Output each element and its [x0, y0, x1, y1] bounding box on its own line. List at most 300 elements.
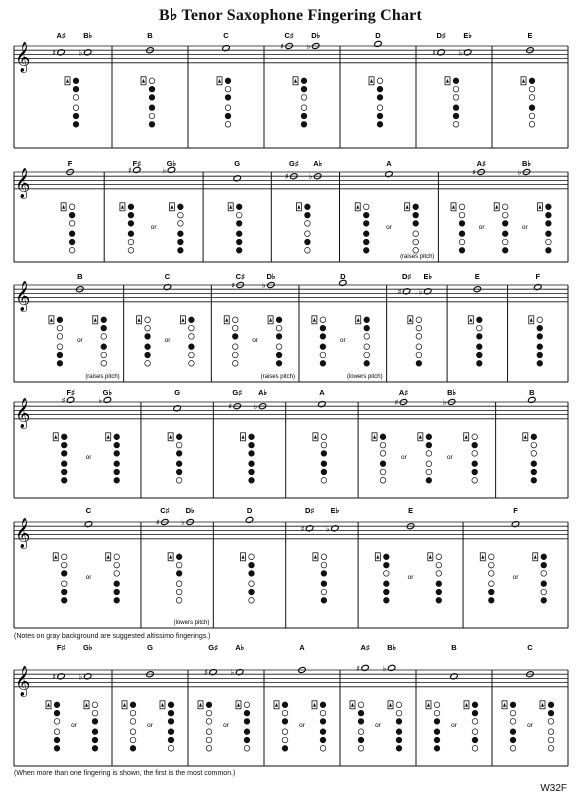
finger-key	[472, 729, 478, 735]
finger-key	[149, 113, 155, 119]
octave-key-mark	[314, 555, 317, 559]
finger-key	[510, 729, 516, 735]
finger-key	[176, 478, 182, 484]
finger-key	[459, 212, 465, 218]
finger-key	[436, 581, 442, 587]
note-head	[235, 669, 243, 676]
finger-key	[436, 554, 442, 560]
finger-key	[377, 113, 383, 119]
finger-key	[114, 469, 120, 475]
finger-key	[436, 562, 442, 568]
finger-key	[225, 78, 231, 84]
finger-key	[384, 589, 390, 595]
finger-key	[232, 344, 238, 350]
finger-key	[363, 248, 369, 254]
note-label: B	[147, 31, 153, 40]
note-label: A	[386, 159, 392, 168]
finger-key	[416, 325, 422, 331]
treble-clef-icon: 𝄞	[15, 666, 31, 697]
or-label: or	[451, 721, 457, 729]
finger-key	[145, 317, 151, 323]
finger-key	[320, 719, 326, 725]
finger-key	[178, 231, 184, 237]
finger-key	[249, 442, 255, 448]
finger-key	[176, 554, 182, 560]
accidental-symbol: ♯	[472, 168, 477, 177]
finger-key	[472, 478, 478, 484]
note-label: B♭	[83, 31, 93, 40]
octave-key-mark	[406, 205, 409, 209]
finger-key	[61, 581, 67, 587]
finger-key	[529, 95, 535, 101]
finger-key	[546, 204, 552, 210]
accidental-symbol: ♭	[306, 42, 311, 51]
or-label: or	[339, 336, 346, 344]
finger-key	[128, 212, 134, 218]
finger-key	[320, 710, 326, 716]
finger-key	[358, 737, 364, 743]
finger-key	[73, 122, 79, 128]
treble-clef-icon: 𝄞	[15, 168, 31, 199]
finger-key	[232, 325, 238, 331]
finger-key	[548, 746, 554, 752]
finger-key	[69, 239, 75, 245]
finger-key	[364, 361, 370, 367]
accidental-symbol: ♯	[204, 668, 208, 678]
finger-key	[321, 581, 327, 587]
finger-key	[249, 478, 255, 484]
finger-key	[531, 451, 537, 457]
finger-key	[510, 737, 516, 743]
note-label: E	[474, 272, 480, 281]
octave-key-mark	[138, 318, 141, 322]
finger-key	[321, 598, 327, 604]
finger-key	[416, 317, 422, 323]
octave-key-mark	[54, 435, 57, 439]
finger-key	[178, 221, 184, 227]
finger-key	[130, 702, 136, 708]
or-label: or	[150, 223, 157, 231]
finger-key	[364, 352, 370, 358]
accidental-symbol: ♯	[127, 165, 132, 175]
note-label: G♭	[82, 643, 93, 652]
finger-key	[61, 554, 67, 560]
finger-key	[321, 434, 327, 440]
finger-key	[384, 581, 390, 587]
accidental-symbol: ♭	[325, 524, 330, 534]
note-label: A	[319, 388, 325, 397]
finger-key	[321, 469, 327, 475]
finger-key	[529, 105, 535, 111]
note-label: D♭	[185, 506, 195, 515]
accidental-symbol: ♯	[300, 524, 305, 534]
finger-key	[176, 442, 182, 448]
note-head	[331, 525, 339, 532]
finger-key	[101, 361, 107, 367]
finger-key	[114, 589, 120, 595]
note-label: C♯	[284, 31, 294, 40]
octave-key-mark	[373, 435, 376, 439]
finger-key	[472, 746, 478, 752]
finger-key	[364, 317, 370, 323]
note-head	[374, 40, 382, 47]
octave-key-mark	[313, 318, 316, 322]
or-label: or	[252, 336, 259, 344]
finger-key	[189, 361, 195, 367]
finger-key	[477, 344, 483, 350]
or-label: or	[147, 721, 153, 729]
finger-key	[206, 702, 212, 708]
note-label: E	[408, 506, 414, 515]
finger-key	[541, 562, 547, 568]
finger-key	[541, 554, 547, 560]
finger-key	[434, 710, 440, 716]
finger-key	[149, 105, 155, 111]
octave-key-mark	[409, 318, 412, 322]
accidental-symbol: ♯	[280, 42, 284, 51]
octave-key-mark	[181, 318, 184, 322]
finger-key	[276, 361, 282, 367]
octave-key-mark	[429, 555, 432, 559]
finger-key	[377, 105, 383, 111]
finger-key	[320, 746, 326, 752]
finger-key	[249, 598, 255, 604]
finger-key	[130, 737, 136, 743]
finger-key	[364, 344, 370, 350]
finger-key	[61, 434, 67, 440]
finger-key	[168, 702, 174, 708]
finger-key	[130, 710, 136, 716]
finger-key	[73, 95, 79, 101]
finger-key	[114, 442, 120, 448]
note-label: C	[164, 272, 171, 281]
or-label: or	[223, 721, 229, 729]
finger-key	[282, 710, 288, 716]
finger-key	[321, 461, 327, 467]
finger-key	[232, 352, 238, 358]
finger-key	[548, 719, 554, 725]
finger-key	[426, 478, 432, 484]
finger-key	[477, 334, 483, 340]
octave-key-mark	[446, 79, 449, 83]
note-label: C♯	[235, 272, 245, 281]
finger-key	[396, 710, 402, 716]
finger-key	[472, 434, 478, 440]
finger-key	[249, 469, 255, 475]
finger-key	[145, 344, 151, 350]
finger-key	[114, 434, 120, 440]
finger-key	[377, 86, 383, 92]
finger-key	[244, 729, 250, 735]
finger-key	[168, 737, 174, 743]
or-label: or	[85, 453, 92, 461]
finger-key	[546, 248, 552, 254]
finger-key	[321, 442, 327, 448]
note-label: G	[147, 643, 153, 652]
note-label: E♭	[423, 272, 433, 281]
finger-key	[249, 581, 255, 587]
finger-key	[249, 571, 255, 577]
note-label: G♭	[166, 159, 177, 168]
finger-key	[61, 469, 67, 475]
finger-key	[168, 746, 174, 752]
finger-key	[488, 562, 494, 568]
finger-key	[54, 702, 60, 708]
finger-key	[276, 317, 282, 323]
finger-key	[541, 571, 547, 577]
accidental-symbol: ♭	[230, 668, 235, 678]
octave-key-mark	[351, 703, 354, 707]
finger-key	[61, 442, 67, 448]
finger-key	[488, 571, 494, 577]
finger-key	[380, 451, 386, 457]
finger-key	[502, 231, 508, 237]
finger-key	[69, 212, 75, 218]
finger-key	[436, 571, 442, 577]
finger-key	[176, 581, 182, 587]
finger-key	[61, 478, 67, 484]
finger-key	[396, 737, 402, 743]
note-head	[361, 664, 369, 671]
accidental-symbol: ♭	[78, 672, 83, 682]
finger-key	[130, 746, 136, 752]
finger-key	[282, 702, 288, 708]
accidental-symbol: ♭	[98, 395, 103, 405]
note-label: F	[535, 272, 541, 281]
note-head	[402, 288, 410, 295]
finger-key	[548, 710, 554, 716]
finger-key	[249, 451, 255, 457]
finger-key	[531, 442, 537, 448]
note-label: A♭	[235, 643, 245, 652]
finger-key	[453, 113, 459, 119]
finger-key	[225, 95, 231, 101]
finger-key	[320, 325, 326, 331]
note-head	[511, 521, 519, 528]
octave-key-mark	[389, 703, 392, 707]
finger-key	[384, 571, 390, 577]
note-head	[163, 284, 171, 291]
finger-key	[488, 581, 494, 587]
finger-key	[57, 344, 63, 350]
accidental-symbol: ♯	[432, 48, 436, 58]
finger-key	[101, 352, 107, 358]
octave-key-mark	[229, 205, 232, 209]
finger-key	[363, 239, 369, 245]
treble-clef-icon: 𝄞	[15, 42, 31, 73]
finger-key	[61, 571, 67, 577]
finger-key	[206, 719, 212, 725]
finger-key	[244, 719, 250, 725]
note-head	[245, 516, 253, 523]
finger-key	[434, 702, 440, 708]
octave-key-mark	[313, 703, 316, 707]
finger-key	[537, 344, 543, 350]
finger-key	[176, 562, 182, 568]
finger-key	[69, 204, 75, 210]
finger-key	[502, 212, 508, 218]
note-label: E♭	[330, 506, 340, 515]
finger-key	[244, 737, 250, 743]
finger-key	[453, 95, 459, 101]
finger-key	[416, 352, 422, 358]
accidental-symbol: ♭	[162, 165, 167, 175]
or-label: or	[401, 453, 407, 461]
finger-key	[73, 105, 79, 111]
octave-key-mark	[469, 318, 472, 322]
note-head	[84, 521, 92, 528]
finger-key	[396, 729, 402, 735]
finger-key	[529, 122, 535, 128]
finger-key	[301, 105, 307, 111]
octave-key-mark	[314, 435, 317, 439]
finger-key	[380, 469, 386, 475]
octave-key-mark	[218, 79, 221, 83]
finger-key	[145, 361, 151, 367]
finger-key	[413, 221, 419, 227]
finger-key	[529, 78, 535, 84]
finger-key	[73, 78, 79, 84]
note-head	[463, 49, 471, 56]
finger-key	[128, 248, 134, 254]
note-label: G	[234, 159, 241, 168]
octave-key-mark	[376, 555, 379, 559]
finger-key	[176, 571, 182, 577]
finger-key	[301, 113, 307, 119]
octave-key-mark	[199, 703, 202, 707]
finger-key	[101, 317, 107, 323]
finger-key	[189, 317, 195, 323]
finger-key	[413, 248, 419, 254]
finger-key	[54, 737, 60, 743]
note-label: D	[375, 31, 381, 40]
note-head	[83, 673, 91, 680]
note-label: G♯	[232, 388, 243, 397]
accidental-symbol: ♭	[308, 172, 313, 182]
octave-key-mark	[170, 205, 173, 209]
note-label: E♭	[463, 31, 472, 40]
finger-key	[305, 239, 311, 245]
note-label: C♯	[160, 506, 170, 515]
finger-key	[320, 737, 326, 743]
finger-key	[61, 562, 67, 568]
finger-key	[244, 746, 250, 752]
finger-key	[529, 86, 535, 92]
finger-key	[57, 361, 63, 367]
note-label: B♭	[447, 388, 457, 397]
finger-key	[206, 729, 212, 735]
octave-key-mark	[427, 703, 430, 707]
finger-key	[380, 434, 386, 440]
accidental-symbol: ♯	[52, 48, 56, 58]
finger-key	[69, 231, 75, 237]
finger-key	[176, 434, 182, 440]
finger-key	[548, 737, 554, 743]
pitch-note: (raises pitch)	[400, 254, 435, 260]
finger-key	[453, 86, 459, 92]
finger-key	[502, 248, 508, 254]
octave-key-mark	[237, 703, 240, 707]
accidental-symbol: ♯	[284, 172, 289, 182]
octave-key-mark	[370, 79, 373, 83]
or-label: or	[446, 453, 453, 461]
octave-key-mark	[269, 318, 272, 322]
finger-key	[114, 478, 120, 484]
finger-key	[363, 212, 369, 218]
finger-key	[236, 221, 242, 227]
note-head	[385, 171, 393, 178]
finger-key	[114, 598, 120, 604]
or-label: or	[71, 721, 77, 729]
finger-key	[377, 95, 383, 101]
finger-key	[145, 325, 151, 331]
octave-key-mark	[50, 318, 53, 322]
finger-key	[363, 221, 369, 227]
octave-key-mark	[452, 205, 455, 209]
or-label: or	[85, 573, 92, 581]
note-label: A♯	[476, 159, 486, 168]
finger-key	[426, 461, 432, 467]
finger-key	[73, 113, 79, 119]
pitch-note: (lowers pitch)	[346, 374, 383, 380]
finger-key	[168, 729, 174, 735]
or-label: or	[521, 223, 528, 231]
octave-key-mark	[54, 555, 57, 559]
finger-key	[436, 589, 442, 595]
finger-key	[276, 352, 282, 358]
octave-key-mark	[503, 703, 506, 707]
octave-key-mark	[530, 318, 533, 322]
finger-key	[305, 204, 311, 210]
finger-key	[548, 729, 554, 735]
note-head	[103, 396, 111, 403]
octave-key-mark	[294, 79, 297, 83]
finger-key	[488, 598, 494, 604]
finger-key	[92, 729, 98, 735]
note-label: D♭	[311, 31, 321, 40]
finger-key	[548, 702, 554, 708]
or-label: or	[512, 573, 519, 581]
accidental-symbol: ♭	[517, 168, 522, 177]
finger-key	[321, 562, 327, 568]
finger-key	[541, 589, 547, 595]
note-head	[450, 673, 458, 680]
finger-key	[101, 344, 107, 350]
finger-key	[244, 710, 250, 716]
octave-key-mark	[275, 703, 278, 707]
finger-key	[61, 461, 67, 467]
octave-key-mark	[534, 555, 537, 559]
finger-key	[364, 334, 370, 340]
note-label: D♯	[436, 31, 446, 40]
finger-key	[57, 334, 63, 340]
finger-key	[206, 746, 212, 752]
octave-key-mark	[522, 79, 525, 83]
finger-key	[54, 710, 60, 716]
treble-clef-icon: 𝄞	[15, 281, 31, 312]
octave-key-mark	[107, 435, 110, 439]
finger-key	[426, 469, 432, 475]
finger-key	[61, 589, 67, 595]
finger-key	[236, 248, 242, 254]
finger-key	[510, 719, 516, 725]
finger-key	[149, 78, 155, 84]
finger-key	[426, 442, 432, 448]
finger-key	[537, 361, 543, 367]
finger-key	[232, 334, 238, 340]
finger-key	[232, 317, 238, 323]
finger-key	[54, 746, 60, 752]
